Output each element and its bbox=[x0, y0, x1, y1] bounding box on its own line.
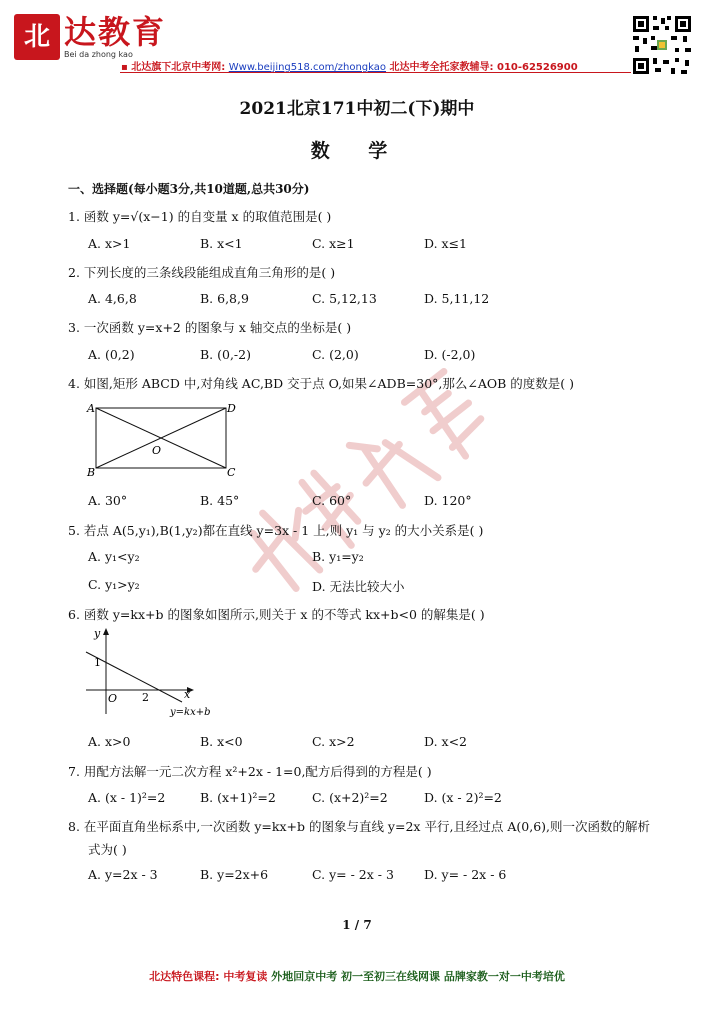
q1-option-c: C. x≥1 bbox=[312, 236, 355, 251]
question-3-stem: 3. 一次函数 y=x+2 的图象与 x 轴交点的坐标是( ) bbox=[68, 320, 352, 335]
q5-option-c: C. y₁>y₂ bbox=[88, 577, 140, 592]
q3-option-c: C. (2,0) bbox=[312, 347, 359, 362]
header-info bbox=[121, 58, 578, 73]
fig4-label-d: D bbox=[227, 402, 236, 415]
q4-option-a: A. 30° bbox=[88, 493, 128, 508]
rectangle-figure bbox=[86, 398, 236, 478]
section-heading: 一、选择题(每小题3分,共10道题,总共30分) bbox=[68, 182, 310, 196]
q7-option-b: B. (x+1)²=2 bbox=[200, 790, 276, 805]
footer-ad bbox=[0, 968, 714, 984]
question-5-stem: 5. 若点 A(5,y₁),B(1,y₂)都在直线 y=3x - 1 上,则 y₁ 与 y₂ 的大小关系是( ) bbox=[68, 523, 484, 538]
q4-option-c: C. 60° bbox=[312, 493, 352, 508]
fig4-label-o: O bbox=[152, 444, 162, 457]
q5-option-b: B. y₁=y₂ bbox=[312, 549, 364, 564]
fig6-intercept-2: 2 bbox=[142, 691, 149, 704]
q7-option-c: C. (x+2)²=2 bbox=[312, 790, 388, 805]
q3-option-d: D. (-2,0) bbox=[424, 347, 476, 362]
q4-option-b: B. 45° bbox=[200, 493, 240, 508]
fig4-label-c: C bbox=[227, 466, 236, 478]
header-rule bbox=[120, 72, 632, 73]
q6-option-a: A. x>0 bbox=[88, 734, 131, 749]
q5-option-a: A. y₁<y₂ bbox=[88, 549, 140, 564]
question-4-stem: 4. 如图,矩形 ABCD 中,对角线 AC,BD 交于点 O,如果∠ADB=30°,那么∠AOB 的度数是( ) bbox=[68, 376, 575, 391]
page-number: 1 / 7 bbox=[342, 918, 372, 932]
q3-option-a: A. (0,2) bbox=[88, 347, 135, 362]
question-6-stem: 6. 函数 y=kx+b 的图象如图所示,则关于 x 的不等式 kx+b<0 的解集是( ) bbox=[68, 607, 485, 622]
fig4-label-a: A bbox=[87, 402, 95, 415]
fig4-label-b: B bbox=[87, 466, 96, 478]
logo-pinyin: Bei da zhong kao bbox=[64, 50, 133, 59]
fig6-y-axis-label: y bbox=[94, 627, 101, 640]
q6-option-d: D. x<2 bbox=[424, 734, 467, 749]
fig6-intercept-1: 1 bbox=[94, 656, 101, 669]
footer-rest: 外地回京中考 初一至初三在线网课 品牌家教一对一中考培优 bbox=[271, 970, 565, 983]
qr-code-icon bbox=[631, 14, 693, 76]
header-url-link[interactable]: Www.beijing518.com/zhongkao bbox=[228, 62, 387, 73]
fig6-line-label: y=kx+b bbox=[170, 707, 211, 718]
header-lead: ▪ 北达旗下北京中考网: bbox=[121, 62, 226, 73]
q4-option-d: D. 120° bbox=[424, 493, 472, 508]
page-title: 2021北京171中初二(下)期中 bbox=[239, 99, 475, 119]
fig6-x-axis-label: x bbox=[184, 688, 191, 701]
footer-lead: 北达特色课程: 中考复读 bbox=[149, 970, 268, 983]
q2-option-c: C. 5,12,13 bbox=[312, 291, 377, 306]
q6-option-b: B. x<0 bbox=[200, 734, 243, 749]
q6-option-c: C. x>2 bbox=[312, 734, 355, 749]
question-2-stem: 2. 下列长度的三条线段能组成直角三角形的是( ) bbox=[68, 265, 336, 280]
question-1-stem: 1. 函数 y=√(x−1) 的自变量 x 的取值范围是( ) bbox=[68, 209, 332, 224]
subject-title: 数 学 bbox=[310, 140, 404, 162]
q7-option-d: D. (x - 2)²=2 bbox=[424, 790, 502, 805]
q1-option-d: D. x≤1 bbox=[424, 236, 467, 251]
q8-option-d: D. y= - 2x - 6 bbox=[424, 867, 507, 882]
question-8-stem-cont: 式为( ) bbox=[88, 842, 127, 857]
logo-text: 达教育 bbox=[64, 13, 167, 51]
question-8-stem: 8. 在平面直角坐标系中,一次函数 y=kx+b 的图象与直线 y=2x 平行,且经过点 A(0,6),则一次函数的解析 bbox=[68, 819, 651, 834]
q2-option-d: D. 5,11,12 bbox=[424, 291, 490, 306]
q1-option-a: A. x>1 bbox=[88, 236, 131, 251]
question-7-stem: 7. 用配方法解一元二次方程 x²+2x - 1=0,配方后得到的方程是( ) bbox=[68, 764, 432, 779]
q7-option-a: A. (x - 1)²=2 bbox=[88, 790, 166, 805]
q8-option-c: C. y= - 2x - 3 bbox=[312, 867, 394, 882]
q1-option-b: B. x<1 bbox=[200, 236, 243, 251]
linear-function-graph bbox=[84, 626, 214, 718]
q2-option-b: B. 6,8,9 bbox=[200, 291, 249, 306]
logo-mark: 北 bbox=[14, 14, 60, 60]
header-tail: 北达中考全托家教辅导: 010-62526900 bbox=[389, 62, 578, 73]
fig6-origin-label: O bbox=[108, 692, 118, 705]
q3-option-b: B. (0,-2) bbox=[200, 347, 251, 362]
q8-option-a: A. y=2x - 3 bbox=[88, 867, 158, 882]
q5-option-d: D. 无法比较大小 bbox=[312, 579, 405, 594]
q8-option-b: B. y=2x+6 bbox=[200, 867, 269, 882]
q2-option-a: A. 4,6,8 bbox=[88, 291, 137, 306]
